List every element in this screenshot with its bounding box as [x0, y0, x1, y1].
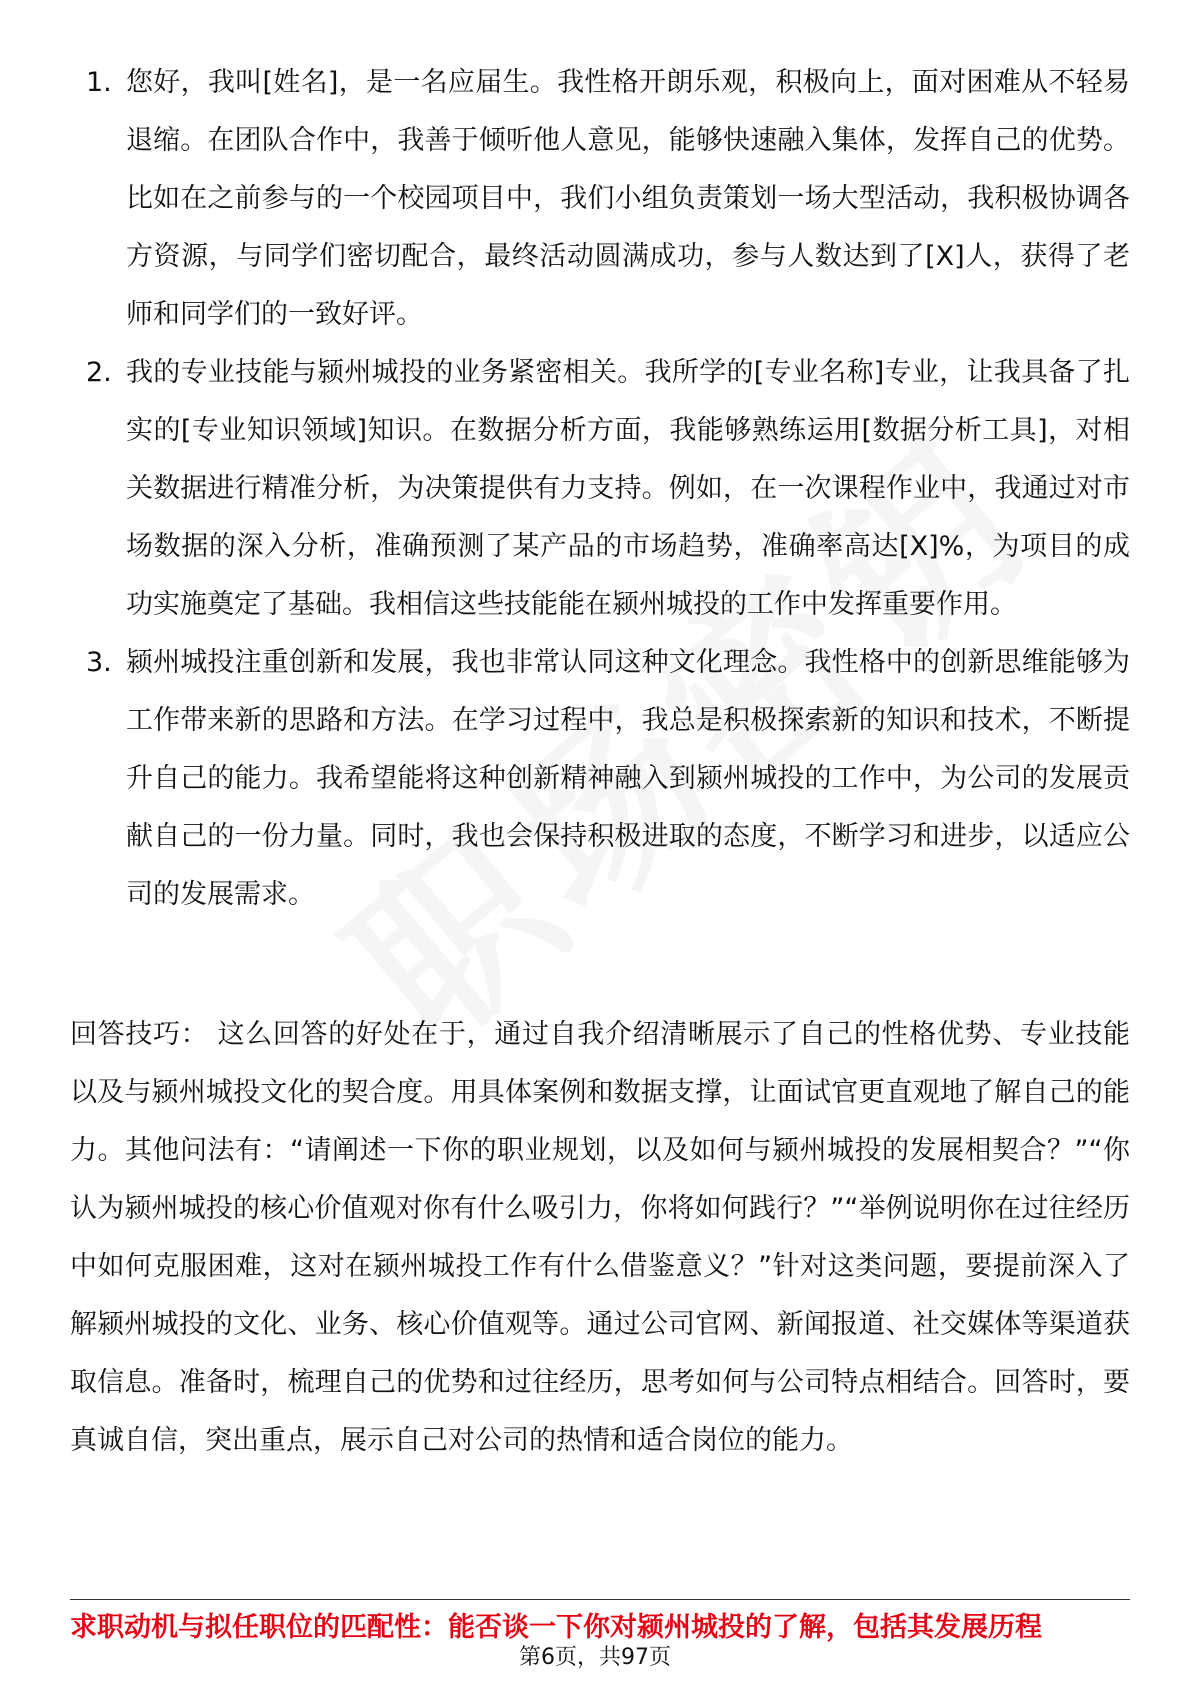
answer-number: 2. — [86, 357, 112, 388]
answer-number: 3. — [86, 647, 112, 678]
answer-text: 颍州城投注重创新和发展，我也非常认同这种文化理念。我性格中的创新思维能够为工作带来新的思路和方法。在学习过程中，我总是积极探索新的知识和技术，不断提升自己的能力。我希望能将这种创新精神融入到颍州城投的工作中，为公司的发展贡献自己的一份力量。同时，我也会保持积极进取的态度，不断学习和进步，以适应公司的发展需求。 — [126, 647, 1130, 910]
page-number: 第6页，共97页 — [519, 1645, 671, 1670]
answer-number: 1. — [86, 67, 112, 98]
section-divider — [70, 1599, 1130, 1600]
answer-item-1 — [70, 54, 1130, 344]
answer-text: 您好，我叫[姓名]，是一名应届生。我性格开朗乐观，积极向上，面对困难从不轻易退缩。在团队合作中，我善于倾听他人意见，能够快速融入集体，发挥自己的优势。比如在之前参与的一个校园项目中，我们小组负责策划一场大型活动，我积极协调各方资源，与同学们密切配合，最终活动圆满成功，参与人数达到了[X]人，获得了老师和同学们的一致好评。 — [126, 67, 1130, 330]
answer-list — [70, 54, 1130, 924]
answer-item-3 — [70, 634, 1130, 924]
answer-tips: 回答技巧： 这么回答的好处在于，通过自我介绍清晰展示了自己的性格优势、专业技能以及与颍州城投文化的契合度。用具体案例和数据支撑，让面试官更直观地了解自己的能力。其他问法有：“请阐述一下你的职业规划，以及如何与颍州城投的发展相契合？”“你认为颍州城投的核心价值观对你有什么吸引力，你将如何践行？”“举例说明你在过往经历中如何克服困难，这对在颍州城投工作有什么借鉴意义？”针对这类问题，要提前深入了解颍州城投的文化、业务、核心价值观等。通过公司官网、新闻报道、社交媒体等渠道获取信息。准备时，梳理自己的优势和过往经历，思考如何与公司特点相结合。回答时，要真诚自信，突出重点，展示自己对公司的热情和适合岗位的能力。 — [70, 1019, 1130, 1456]
answer-item-2 — [70, 344, 1130, 634]
next-question-heading: 求职动机与拟任职位的匹配性：能否谈一下你对颍州城投的了解，包括其发展历程 — [70, 1612, 1042, 1643]
answer-text: 我的专业技能与颍州城投的业务紧密相关。我所学的[专业名称]专业，让我具备了扎实的[专业知识领域]知识。在数据分析方面，我能够熟练运用[数据分析工具]，对相关数据进行精准分析，为决策提供有力支持。例如，在一次课程作业中，我通过对市场数据的深入分析，准确预测了某产品的市场趋势，准确率高达[X]%，为项目的成功实施奠定了基础。我相信这些技能能在颍州城投的工作中发挥重要作用。 — [126, 357, 1130, 620]
